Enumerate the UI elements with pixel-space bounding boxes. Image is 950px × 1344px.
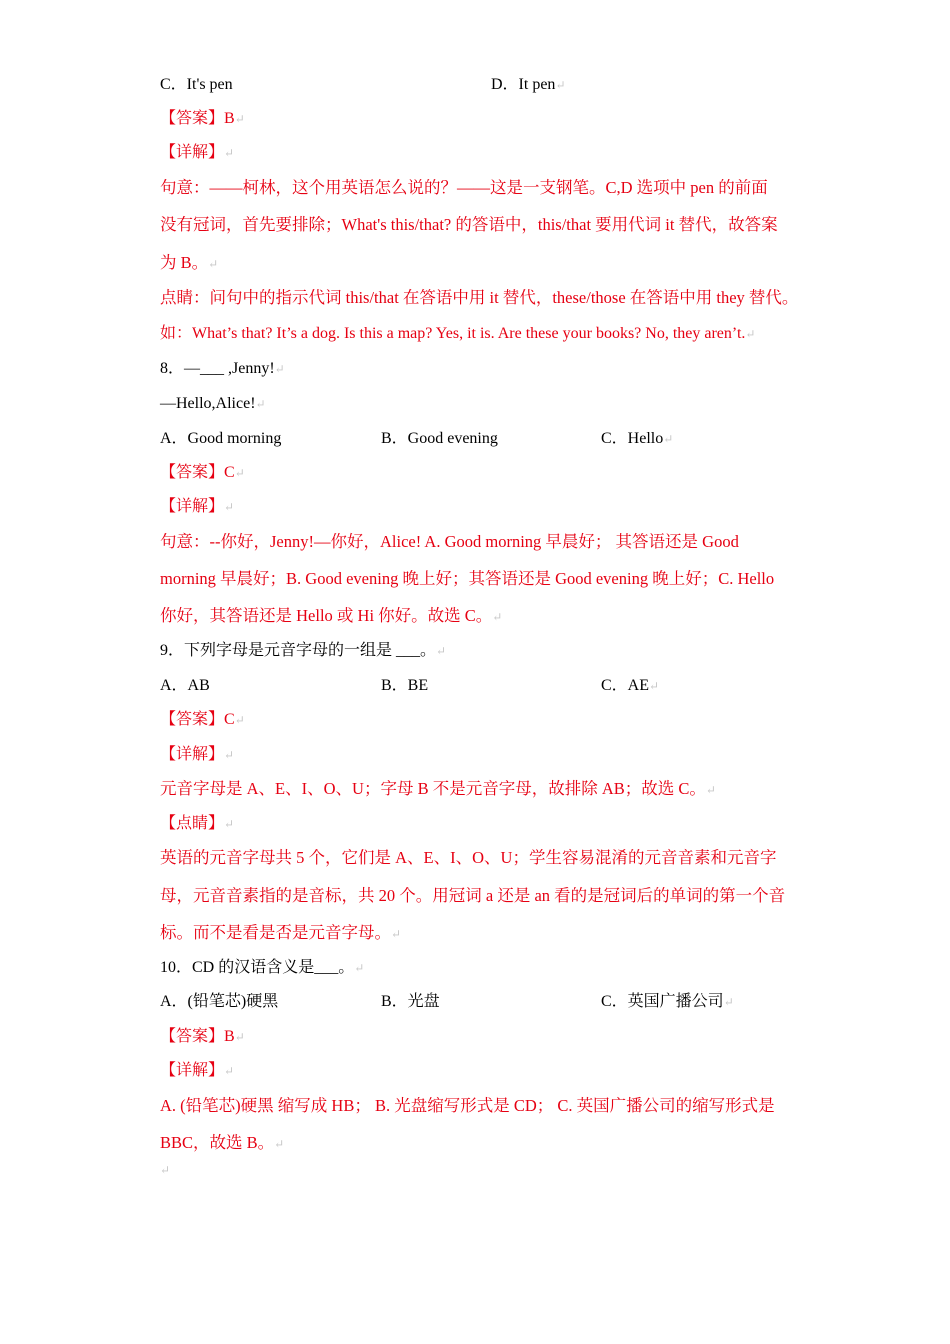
q9-detail-heading: 【详解】↵ bbox=[160, 746, 235, 763]
q9-tip-heading: 【点睛】↵ bbox=[160, 815, 235, 832]
q10-option-c: C．英国广播公司↵ bbox=[601, 993, 734, 1010]
q10-explanation-line-1: A. (铅笔芯)硬黑 缩写成 HB； B. 光盘缩写形式是 CD； C. 英国广播公司的缩写形式是 bbox=[160, 1096, 775, 1115]
q9-explanation-line-1: 元音字母是 A、E、I、O、U；字母 B 不是元音字母，故排除 AB；故选 C。↵ bbox=[160, 779, 716, 798]
q9-option-a: A．AB bbox=[160, 677, 210, 694]
q8-explanation-line-1: 句意：--你好，Jenny!—你好，Alice! A. Good morning 早晨好； 其答语还是 Good bbox=[160, 532, 739, 551]
q9-option-b: B．BE bbox=[381, 677, 429, 694]
q9-tip-line-3: 标。而不是看是否是元音字母。↵ bbox=[160, 923, 402, 942]
q8-stem-line-2: —Hello,Alice!↵ bbox=[160, 395, 266, 412]
q7-explanation-line-1: 句意：——柯林，这个用英语怎么说的？——这是一支钢笔。C,D 选项中 pen 的前面 bbox=[160, 178, 768, 197]
q8-answer: 【答案】C↵ bbox=[160, 464, 245, 481]
q8-explanation-line-3: 你好，其答语还是 Hello 或 Hi 你好。故选 C。↵ bbox=[160, 606, 503, 625]
q9-tip-line-1: 英语的元音字母共 5 个，它们是 A、E、I、O、U；学生容易混淆的元音音素和元音字 bbox=[160, 848, 777, 867]
q7-answer: 【答案】B↵ bbox=[160, 110, 245, 127]
q8-option-c: C．Hello↵ bbox=[601, 430, 674, 447]
q8-explanation-line-2: morning 早晨好；B. Good evening 晚上好；其答语还是 Good evening 晚上好；C. Hello bbox=[160, 569, 775, 588]
q10-detail-heading: 【详解】↵ bbox=[160, 1062, 235, 1079]
q10-option-b: B．光盘 bbox=[381, 993, 440, 1010]
q10-option-a: A．(铅笔芯)硬黑 bbox=[160, 993, 279, 1010]
q8-option-a: A．Good morning bbox=[160, 430, 282, 447]
q10-answer: 【答案】B↵ bbox=[160, 1028, 245, 1045]
q9-tip-line-2: 母，元音音素指的是音标，共 20 个。用冠词 a 还是 an 看的是冠词后的单词的第一个音 bbox=[160, 886, 786, 905]
q7-explanation-line-2: 没有冠词，首先要排除；What's this/that? 的答语中，this/that 要用代词 it 替代，故答案 bbox=[160, 215, 778, 234]
q10-explanation-line-2: BBC，故选 B。↵ bbox=[160, 1133, 285, 1152]
q7-tip-line-1: 点睛：问句中的指示代词 this/that 在答语中用 it 替代，these/those 在答语中用 they 替代。 bbox=[160, 288, 799, 307]
q8-stem-line-1: 8．—___ ,Jenny!↵ bbox=[160, 360, 285, 377]
q7-detail-heading: 【详解】↵ bbox=[160, 144, 235, 161]
q10-stem: 10．CD 的汉语含义是___。↵ bbox=[160, 959, 365, 976]
q8-detail-heading: 【详解】↵ bbox=[160, 498, 235, 515]
q9-option-c: C．AE↵ bbox=[601, 677, 660, 694]
trailing-paragraph-mark: ↵ bbox=[160, 1163, 171, 1177]
q7-option-d: D．It pen↵ bbox=[491, 76, 566, 93]
q7-tip-line-2: 如：What’s that? It’s a dog. Is this a map? Yes, it is. Are these your books? No, they aren’t.↵ bbox=[160, 325, 756, 342]
q7-explanation-line-3: 为 B。↵ bbox=[160, 253, 219, 272]
q9-answer: 【答案】C↵ bbox=[160, 711, 245, 728]
q7-option-c: C．It's pen bbox=[160, 76, 233, 93]
q8-option-b: B．Good evening bbox=[381, 430, 498, 447]
q9-stem: 9．下列字母是元音字母的一组是 ___。↵ bbox=[160, 642, 447, 659]
